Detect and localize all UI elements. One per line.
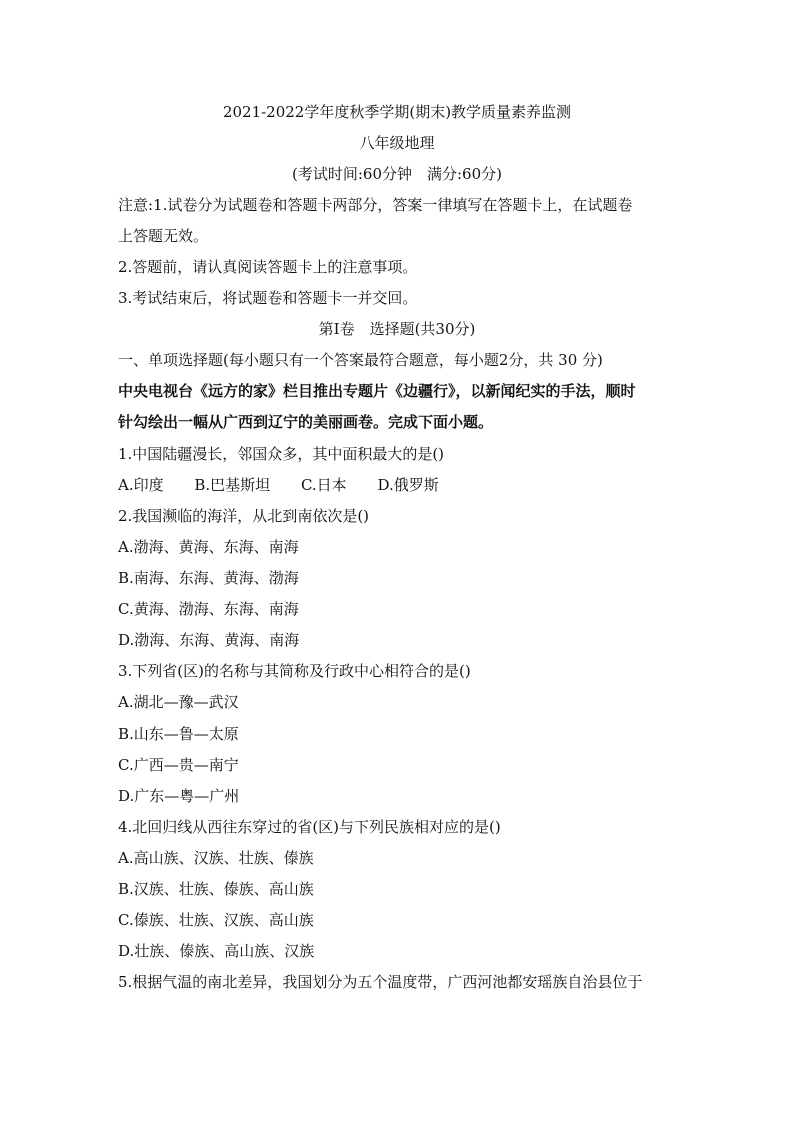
q3-option-a: A.湖北—豫—武汉 [118,693,239,711]
q3-option-d: D.广东—粤—广州 [118,787,240,805]
section-title: 第Ⅰ卷 选择题(共30分) [318,320,476,338]
part-heading: 一、单项选择题(每小题只有一个答案最符合题意，每小题2分，共 30 分) [118,351,603,369]
passage-line-2: 针勾绘出一幅从广西到辽宁的美丽画卷。完成下面小题。 [118,413,494,431]
q1-option-b: B.巴基斯坦 [194,476,271,494]
note-1-line-2: 上答题无效。 [118,227,209,245]
note-3: 3.考试结束后，将试题卷和答题卡一并交回。 [118,289,418,307]
q2-option-a: A.渤海、黄海、东海、南海 [118,538,299,556]
exam-title: 2021-2022学年度秋季学期(期末)教学质量素养监测 [222,103,572,121]
question-5-stem: 5.根据气温的南北差异，我国划分为五个温度带，广西河池都安瑶族自治县位于 [118,973,643,991]
q3-option-c: C.广西—贵—南宁 [118,756,239,774]
note-1-line-1: 注意:1.试卷分为试题卷和答题卡两部分，答案一律填写在答题卡上，在试题卷 [118,196,633,214]
q1-option-c: C.日本 [300,476,347,494]
exam-info: (考试时间:60分钟 满分:60分) [292,165,502,183]
q1-option-a: A.印度 [118,476,164,494]
q2-option-c: C.黄海、渤海、东海、南海 [118,600,299,618]
question-1-options [118,475,465,495]
q4-option-d: D.壮族、傣族、高山族、汉族 [118,942,315,960]
q3-option-b: B.山东—鲁—太原 [118,725,239,743]
q1-option-d: D.俄罗斯 [377,476,439,494]
q4-option-c: C.傣族、壮族、汉族、高山族 [118,911,314,929]
question-4-stem: 4.北回归线从西往东穿过的省(区)与下列民族相对应的是() [118,818,501,836]
q2-option-d: D.渤海、东海、黄海、南海 [118,631,300,649]
question-3-stem: 3.下列省(区)的名称与其简称及行政中心相符合的是() [118,662,471,680]
q4-option-b: B.汉族、壮族、傣族、高山族 [118,880,314,898]
question-1-stem: 1.中国陆疆漫长，邻国众多，其中面积最大的是() [118,445,445,463]
q4-option-a: A.高山族、汉族、壮族、傣族 [118,849,314,867]
question-2-stem: 2.我国濒临的海洋，从北到南依次是() [118,507,370,525]
note-2: 2.答题前，请认真阅读答题卡上的注意事项。 [118,258,418,276]
exam-subject: 八年级地理 [359,134,435,152]
passage-line-1: 中央电视台《远方的家》栏目推出专题片《边疆行》，以新闻纪实的手法，顺时 [118,382,636,400]
q2-option-b: B.南海、东海、黄海、渤海 [118,569,299,587]
